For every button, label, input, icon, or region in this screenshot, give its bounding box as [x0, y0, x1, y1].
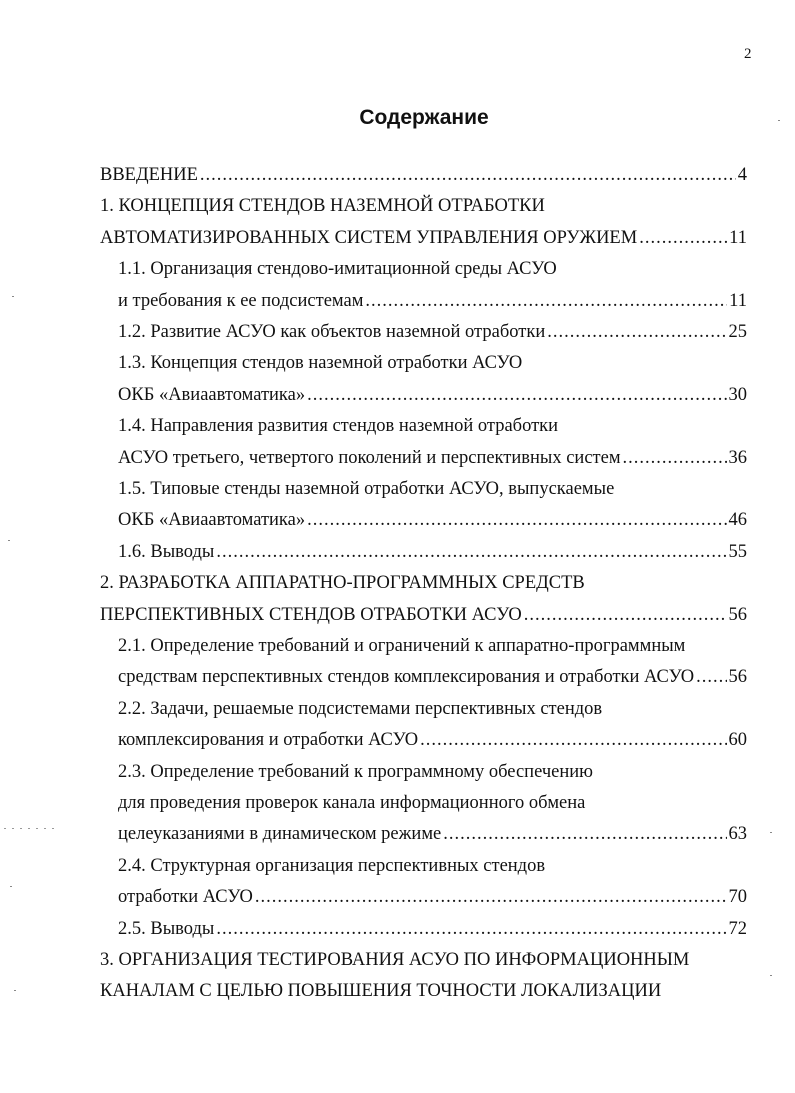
toc-entry-text: 2.1. Определение требований и ограничений к аппаратно-программным [118, 636, 686, 656]
dot-leader [696, 662, 726, 693]
toc-entry-text: для проведения проверок канала информационного обмена [118, 793, 586, 813]
toc-entry-text: ОКБ «Авиаавтоматика» [118, 510, 306, 531]
toc-entry-s2-3-line-1 [118, 757, 747, 788]
toc-entry-s1-4-line-2 [118, 443, 747, 474]
toc-entry-s1-6-line-1 [118, 537, 747, 568]
toc-entry-text: 1.1. Организация стендово-имитационной среды АСУО [118, 259, 557, 280]
toc-entry-s2-2-line-2 [118, 725, 747, 756]
toc-entry-text: КАНАЛАМ С ЦЕЛЬЮ ПОВЫШЕНИЯ ТОЧНОСТИ ЛОКАЛИЗАЦИИ [100, 981, 662, 1002]
toc-entry-page: 46 [728, 510, 747, 531]
toc-entry-s2-4-line-2 [118, 882, 747, 913]
toc-entry-text: 1.2. Развитие АСУО как объектов наземной отработки [118, 322, 546, 342]
toc-entry-text: 2. РАЗРАБОТКА АППАРАТНО-ПРОГРАММНЫХ СРЕДСТВ [100, 573, 585, 594]
toc-entry-ch2-line-1 [100, 568, 747, 599]
toc-entry-s2-1-line-1 [118, 631, 747, 662]
toc-entry-text: 1.3. Концепция стендов наземной отработки АСУО [118, 353, 523, 374]
toc-entry-text: 2.5. Выводы [118, 918, 215, 939]
toc-entry-page: 63 [728, 824, 747, 845]
dot-leader [307, 505, 726, 536]
toc-entry-s2-2-line-1 [118, 694, 747, 725]
toc-entry-text: комплексирования и отработки АСУО [118, 730, 419, 751]
toc-entry-page: 60 [728, 730, 747, 751]
toc-entry-text: 2.4. Структурная организация перспективных стендов [118, 855, 546, 876]
page-title: Содержание [359, 106, 489, 129]
dot-leader [255, 882, 727, 913]
toc-entry-s1-4-line-1 [118, 411, 747, 442]
toc-entry-ch2-line-2 [100, 600, 747, 631]
dot-leader [639, 223, 727, 254]
toc-entry-ch3-line-2 [100, 976, 747, 1007]
toc-entry-text: 1.5. Типовые стенды наземной отработки АСУО, выпускаемые [118, 479, 615, 499]
toc-entry-s2-5-line-1 [118, 914, 747, 945]
toc-entry-page: 11 [729, 290, 747, 311]
toc-entry-s2-4-line-1 [118, 851, 747, 882]
dot-leader [547, 317, 726, 348]
toc-entry-text: средствам перспективных стендов комплексирования и отработки АСУО [118, 667, 695, 688]
page-number: 2 [744, 46, 752, 62]
dot-leader [307, 380, 726, 411]
toc-entry-s1-3-line-2 [118, 380, 747, 411]
toc-entry-page: 11 [729, 227, 747, 248]
toc-entry-page: 72 [728, 918, 747, 939]
toc-entry-page: 25 [728, 322, 747, 342]
toc-entry-intro-line-1 [100, 160, 747, 191]
toc-entry-ch3-line-1 [100, 945, 747, 976]
toc-entry-page: 56 [728, 667, 747, 688]
toc-entry-page: 70 [728, 887, 747, 908]
toc-entry-page: 55 [728, 541, 747, 562]
toc-entry-page: 4 [737, 165, 747, 185]
toc-entry-text: ПЕРСПЕКТИВНЫХ СТЕНДОВ ОТРАБОТКИ АСУО [100, 604, 522, 625]
toc-entry-text: 3. ОРГАНИЗАЦИЯ ТЕСТИРОВАНИЯ АСУО ПО ИНФОРМАЦИОННЫМ [100, 950, 690, 970]
toc-entry-s1-1-line-1 [118, 254, 747, 285]
toc-entry-text: 1.6. Выводы [118, 541, 215, 562]
toc-entry-s2-3-line-3 [118, 819, 747, 850]
toc-entry-text: целеуказаниями в динамическом режиме [118, 824, 442, 845]
toc-entry-text: ВВЕДЕНИЕ [100, 165, 198, 185]
dot-leader [365, 286, 727, 317]
toc-entry-text: АВТОМАТИЗИРОВАННЫХ СИСТЕМ УПРАВЛЕНИЯ ОРУЖИЕМ [100, 227, 638, 248]
dot-leader [216, 537, 726, 568]
dot-leader [200, 160, 736, 191]
dot-leader [623, 443, 727, 474]
toc-entry-page: 30 [728, 384, 747, 405]
toc-entry-text: 1. КОНЦЕПЦИЯ СТЕНДОВ НАЗЕМНОЙ ОТРАБОТКИ [100, 196, 545, 217]
toc-entry-page: 36 [728, 447, 747, 468]
dot-leader [420, 725, 726, 756]
toc-entry-s2-1-line-2 [118, 662, 747, 693]
toc-entry-s1-5-line-2 [118, 505, 747, 536]
toc-entry-text: 2.2. Задачи, решаемые подсистемами перспективных стендов [118, 698, 603, 719]
toc-entry-text: отработки АСУО [118, 887, 253, 908]
toc-entry-ch1-line-1 [100, 191, 747, 222]
toc-entry-text: ОКБ «Авиаавтоматика» [118, 384, 306, 405]
toc-entry-s1-2-line-1 [118, 317, 747, 348]
toc-entry-s2-3-line-2 [118, 788, 747, 819]
toc-entry-s1-3-line-1 [118, 348, 747, 379]
toc-entry-page: 56 [728, 604, 747, 625]
toc-entry-s1-1-line-2 [118, 286, 747, 317]
toc-entry-text: и требования к ее подсистемам [118, 290, 364, 311]
dot-leader [443, 819, 726, 850]
toc-entry-text: АСУО третьего, четвертого поколений и перспективных систем [118, 447, 621, 468]
toc-entry-s1-5-line-1 [118, 474, 747, 505]
dot-leader [524, 600, 727, 631]
toc-entry-text: 2.3. Определение требований к программному обеспечению [118, 761, 593, 782]
toc-entry-text: 1.4. Направления развития стендов наземной отработки [118, 416, 559, 437]
dot-leader [216, 914, 726, 945]
toc-entry-ch1-line-2 [100, 223, 747, 254]
